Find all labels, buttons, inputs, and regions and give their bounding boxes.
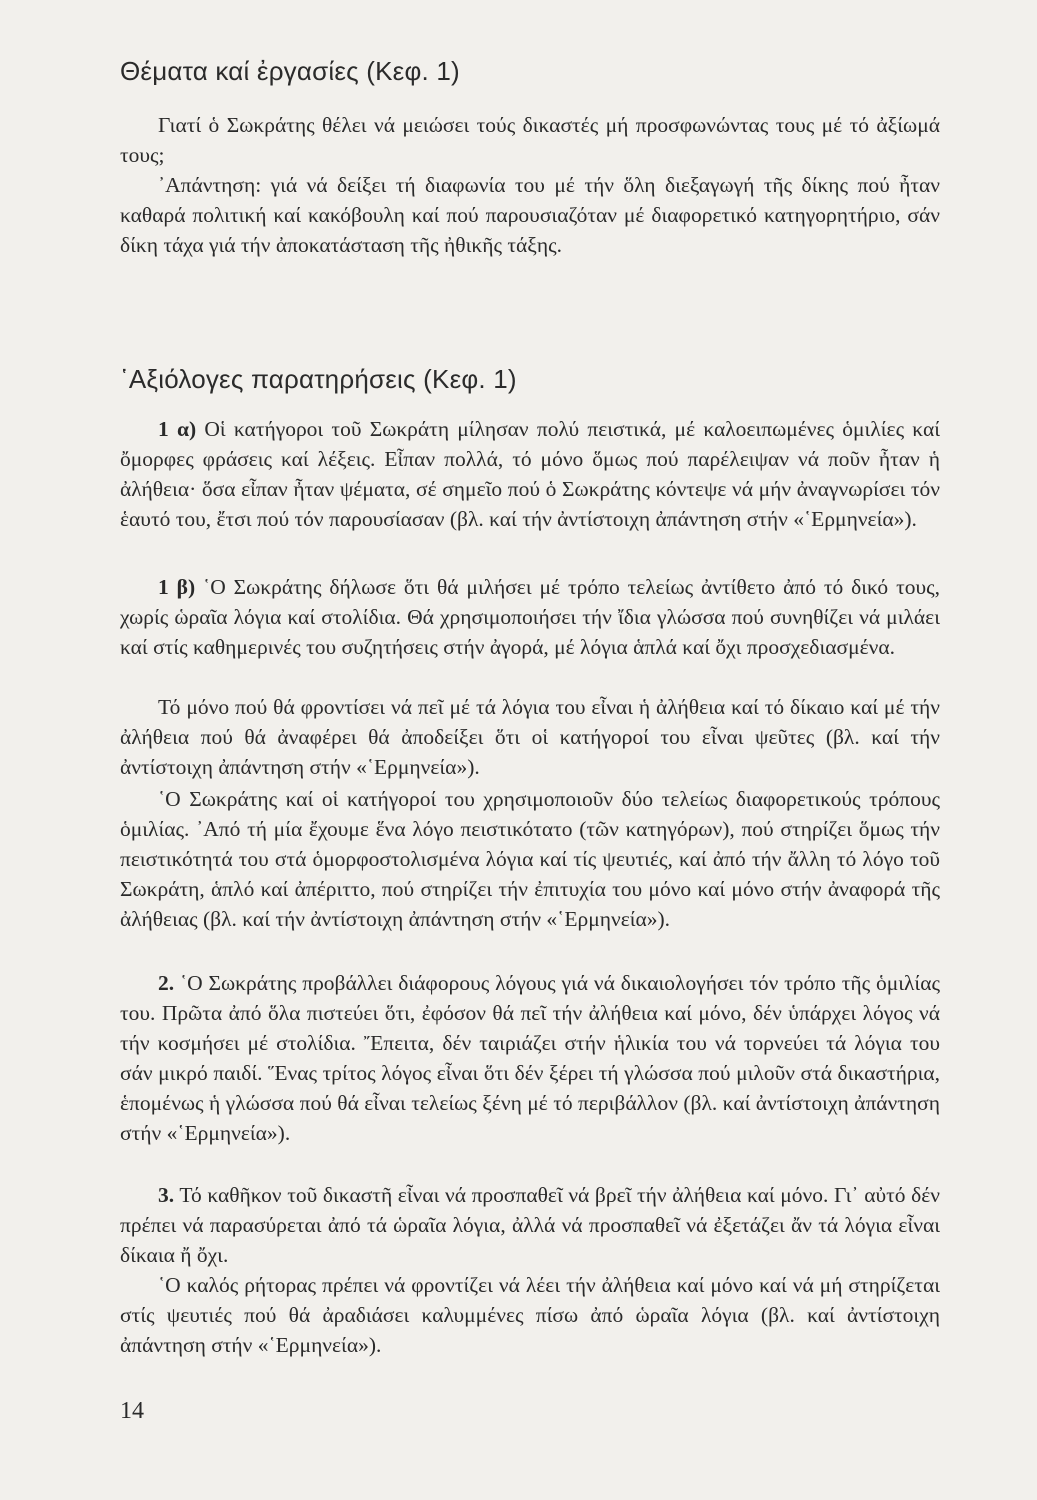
remark-1b [120,572,940,662]
remark-3-label: 3. [158,1183,175,1207]
page-number: 14 [120,1398,144,1424]
remark-1a [120,414,940,534]
remark-3 [120,1180,940,1270]
remark-1a-text: Οἱ κατήγοροι τοῦ Σωκράτη μίλησαν πολύ πειστικά, μέ καλοειπωμένες ὁμιλίες καί ὄμορφες φράσεις καί λέξεις. Εἶπαν πολλά, τό μόνο ὅμως πού παρέλειψαν νά ποῦν ἦταν ἡ ἀλήθεια· ὅσα εἶπαν ἦταν ψέματα, σέ σημεῖο πού ὁ Σωκράτης κόντεψε νά μήν ἀναγνωρίσει τόν ἑαυτό του, ἔτσι πού τόν παρουσίασαν (βλ. καί τήν ἀντίστοιχη ἀπάντηση στήν «῾Ερμηνεία»). [120,417,941,531]
remark-3-text: Τό καθῆκον τοῦ δικαστῆ εἶναι νά προσπαθεῖ νά βρεῖ τήν ἀλήθεια καί μόνο. Γι᾿ αὐτό δέν πρέπει νά παρασύρεται ἀπό τά ὡραῖα λόγια, ἀλλά νά προσπαθεῖ νά ἐξετάζει ἄν τά λόγια εἶναι δίκαια ἤ ὄχι. [120,1183,940,1267]
remark-1b-label: 1 β) [158,575,196,599]
remark-3b: ῾Ο καλός ρήτορας πρέπει νά φροντίζει νά λέει τήν ἀλήθεια καί μόνο καί νά μή στηρίζεται στίς ψευτιές πού θά ἀραδιάσει καλυμμένες πίσω ἀπό ὡραῖα λόγια (βλ. καί ἀντίστοιχη ἀπάντηση στήν «῾Ερμηνεία»). [120,1273,940,1357]
remark-1a-label: 1 α) [158,417,197,441]
remark-1c: Τό μόνο πού θά φροντίσει νά πεῖ μέ τά λόγια του εἶναι ἡ ἀλήθεια καί τό δίκαιο καί μέ τήν ἀλήθεια πού θά ἀναφέρει θά ἀποδείξει ὅτι οἱ κατήγοροί του εἶναι ψεῦτες (βλ. καί τήν ἀντίστοιχη ἀπάντηση στήν «῾Ερμηνεία»). [120,695,940,779]
section-heading-topics: Θέματα καί ἐργασίες (Κεφ. 1) [120,56,460,86]
remark-1b-text: ῾Ο Σωκράτης δήλωσε ὅτι θά μιλήσει μέ τρόπο τελείως ἀντίθετο ἀπό τό δικό τους, χωρίς ὡραῖα λόγια καί στολίδια. Θά χρησιμοποιήσει τήν ἴδια γλώσσα πού συνηθίζει νά μιλάει καί στίς καθημερινές του συζητήσεις στήν ἀγορά, μέ λόγια ἁπλά καί ὄχι προσχεδιασμένα. [120,575,940,659]
question-paragraph: Γιατί ὁ Σωκράτης θέλει νά μειώσει τούς δικαστές μή προσφωνώντας τους μέ τό ἀξίωμά τους; [120,113,940,167]
remark-2-text: ῾Ο Σωκράτης προβάλλει διάφορους λόγους γιά νά δικαιολογήσει τόν τρόπο τῆς ὁμιλίας του. Πρῶτα ἀπό ὅλα πιστεύει ὅτι, ἐφόσον θά πεῖ τήν ἀλήθεια καί μόνο, δέν ὑπάρχει λόγος νά τήν κοσμήσει μέ στολίδια. Ἔπειτα, δέν ταιριάζει στήν ἡλικία του νά τορνεύει τά λόγια του σάν μικρό παιδί. Ἕνας τρίτος λόγος εἶναι ὅτι δέν ξέρει τή γλώσσα πού μιλοῦν στά δικαστήρια, ἑπομένως ἡ γλώσσα πού θά εἶναι τελείως ξένη μέ τό περιβάλλον (βλ. καί ἀντίστοιχη ἀπάντηση στήν «῾Ερμηνεία»). [120,971,940,1145]
remark-2-label: 2. [158,971,175,995]
remark-2 [120,968,940,1148]
answer-paragraph: ᾿Απάντηση: γιά νά δείξει τή διαφωνία του μέ τήν ὅλη διεξαγωγή τῆς δίκης πού ἦταν καθαρά πολιτική καί κακόβουλη καί πού παρουσιαζόταν μέ διαφορετικό κατηγορητήριο, σάν δίκη τάχα γιά τήν ἀποκατάσταση τῆς ἠθικῆς τάξης. [120,173,940,257]
section-heading-remarks: ῾Αξιόλογες παρατηρήσεις (Κεφ. 1) [120,364,517,394]
remark-1d: ῾Ο Σωκράτης καί οἱ κατήγοροί του χρησιμοποιοῦν δύο τελείως διαφορετικούς τρόπους ὁμιλίας. ᾿Από τή μία ἔχουμε ἕνα λόγο πειστικότατο (τῶν κατηγόρων), πού στηρίζει ὅμως τήν πειστικότητά του στά ὁμορφοστολισμένα λόγια καί τίς ψευτιές, καί ἀπό τήν ἄλλη τό λόγο τοῦ Σωκράτη, ἁπλό καί ἀπέριττο, πού στηρίζει τήν ἐπιτυχία του μόνο καί μόνο στήν ἀναφορά τῆς ἀλήθειας (βλ. καί τήν ἀντίστοιχη ἀπάντηση στήν «῾Ερμηνεία»). [120,787,940,931]
